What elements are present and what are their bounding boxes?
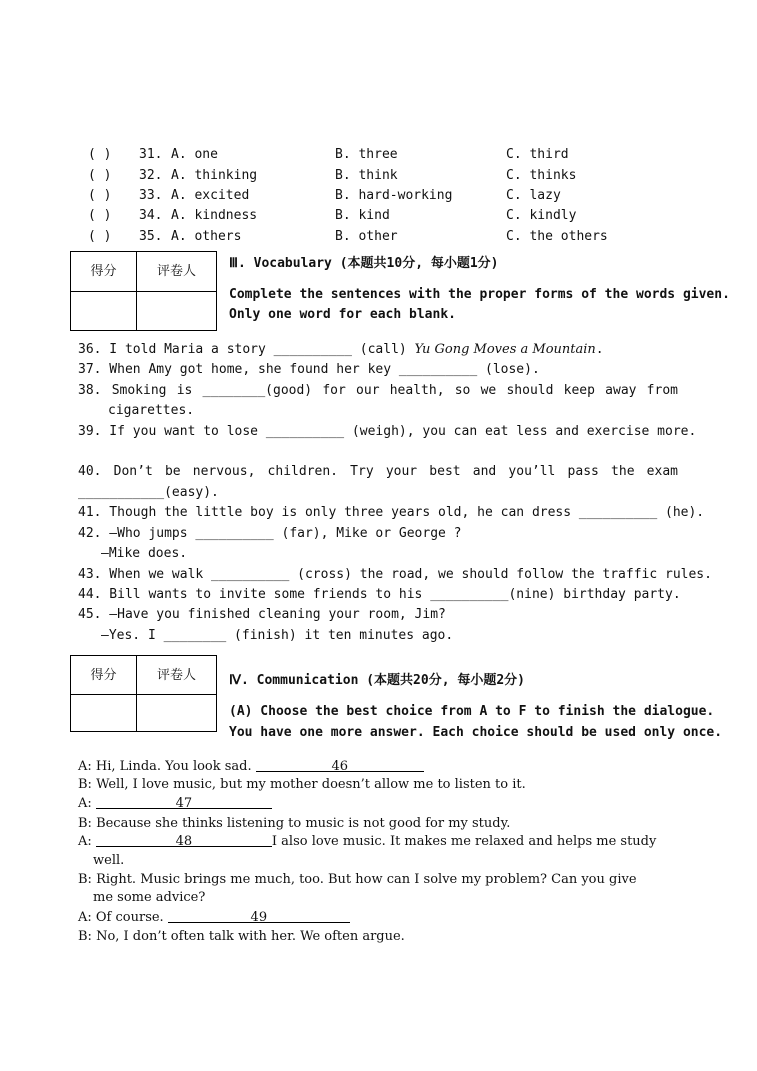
- dialogue-line: [78, 759, 688, 774]
- score-field[interactable]: [71, 695, 137, 731]
- answer-paren[interactable]: ( ): [88, 168, 112, 183]
- score-label: 得分: [71, 252, 137, 292]
- question-38: 38. Smoking is ________(good) for our health, so we should keep away from: [78, 383, 678, 398]
- option-c: C. the others: [506, 229, 608, 244]
- option-c: C. kindly: [506, 208, 577, 223]
- answer-paren[interactable]: ( ): [88, 229, 112, 244]
- answer-blank-48[interactable]: 48: [96, 834, 272, 847]
- dialogue-line: B: Because she thinks listening to music is not good for my study.: [78, 816, 511, 831]
- option-a: A. one: [171, 147, 218, 162]
- dialogue-line: B: No, I don’t often talk with her. We often argue.: [78, 929, 405, 944]
- grader-field[interactable]: [137, 292, 216, 330]
- dialogue-text: A: Of course.: [78, 910, 168, 925]
- answer-paren[interactable]: ( ): [88, 188, 112, 203]
- dialogue-line: [78, 910, 688, 925]
- dialogue-line-cont: me some advice?: [93, 890, 206, 905]
- question-36: [78, 342, 688, 357]
- question-42: 42. —Who jumps __________ (far), Mike or George ?: [78, 526, 462, 541]
- option-c: C. third: [506, 147, 569, 162]
- question-number: 35.: [139, 229, 163, 244]
- question-45-answer: —Yes. I ________ (finish) it ten minutes ago.: [101, 628, 454, 643]
- section-instruction: Only one word for each blank.: [229, 307, 456, 322]
- question-text: .: [595, 342, 604, 357]
- option-c: C. lazy: [506, 188, 561, 203]
- question-text: 36. I told Maria a story __________ (call): [78, 342, 415, 357]
- option-a: A. others: [171, 229, 242, 244]
- answer-blank-47[interactable]: 47: [96, 796, 272, 809]
- score-box: [70, 251, 217, 331]
- grader-field[interactable]: [137, 695, 216, 731]
- dialogue-text: I also love music. It makes me relaxed and helps me study: [271, 834, 657, 849]
- question-45: 45. —Have you finished cleaning your room, Jim?: [78, 607, 446, 622]
- score-label: 得分: [71, 656, 137, 695]
- mcq-row: [88, 147, 728, 165]
- score-box: [70, 655, 217, 732]
- mcq-row: [88, 208, 728, 226]
- dialogue-line: B: Right. Music brings me much, too. But how can I solve my problem? Can you give: [78, 872, 637, 887]
- question-43: 43. When we walk __________ (cross) the road, we should follow the traffic rules.: [78, 567, 712, 582]
- section-instruction: You have one more answer. Each choice should be used only once.: [229, 725, 723, 740]
- question-number: 34.: [139, 208, 163, 223]
- mcq-row: [88, 229, 728, 247]
- option-a: A. kindness: [171, 208, 258, 223]
- option-b: B. three: [335, 147, 398, 162]
- answer-blank-49[interactable]: 49: [168, 910, 350, 923]
- question-42-answer: —Mike does.: [101, 546, 188, 561]
- question-37: 37. When Amy got home, she found her key __________ (lose).: [78, 362, 540, 377]
- question-number: 33.: [139, 188, 163, 203]
- mcq-row: [88, 188, 728, 206]
- grader-label: 评卷人: [137, 252, 216, 292]
- section-heading: Ⅳ. Communication (本题共20分, 每小题2分): [229, 673, 526, 688]
- question-38-cont: cigarettes.: [108, 403, 195, 418]
- question-44: 44. Bill wants to invite some friends to his __________(nine) birthday party.: [78, 587, 681, 602]
- question-number: 32.: [139, 168, 163, 183]
- dialogue-text: A:: [78, 834, 96, 849]
- option-b: B. think: [335, 168, 398, 183]
- dialogue-line: [78, 834, 688, 849]
- dialogue-line: B: Well, I love music, but my mother doesn’t allow me to listen to it.: [78, 777, 526, 792]
- question-39: 39. If you want to lose __________ (weigh), you can eat less and exercise more.: [78, 424, 697, 439]
- mcq-row: [88, 168, 728, 186]
- grader-label: 评卷人: [137, 656, 216, 695]
- section-instruction: Complete the sentences with the proper forms of the words given.: [229, 287, 730, 302]
- question-40: 40. Don’t be nervous, children. Try your best and you’ll pass the exam: [78, 464, 678, 479]
- option-a: A. excited: [171, 188, 250, 203]
- answer-blank-46[interactable]: 46: [256, 759, 424, 772]
- section-heading: Ⅲ. Vocabulary (本题共10分, 每小题1分): [229, 256, 499, 271]
- option-b: B. kind: [335, 208, 390, 223]
- option-a: A. thinking: [171, 168, 258, 183]
- question-40-cont: ___________(easy).: [78, 485, 219, 500]
- score-field[interactable]: [71, 292, 137, 330]
- option-c: C. thinks: [506, 168, 577, 183]
- story-title: Yu Gong Moves a Mountain: [414, 342, 596, 357]
- answer-paren[interactable]: ( ): [88, 147, 112, 162]
- option-b: B. other: [335, 229, 398, 244]
- dialogue-line: [78, 796, 688, 811]
- option-b: B. hard-working: [335, 188, 453, 203]
- section-instruction: (A) Choose the best choice from A to F to finish the dialogue.: [229, 704, 715, 719]
- question-41: 41. Though the little boy is only three years old, he can dress __________ (he).: [78, 505, 705, 520]
- dialogue-line-cont: well.: [93, 853, 125, 868]
- answer-paren[interactable]: ( ): [88, 208, 112, 223]
- dialogue-text: A:: [78, 796, 96, 811]
- question-number: 31.: [139, 147, 163, 162]
- dialogue-text: A: Hi, Linda. You look sad.: [78, 759, 256, 774]
